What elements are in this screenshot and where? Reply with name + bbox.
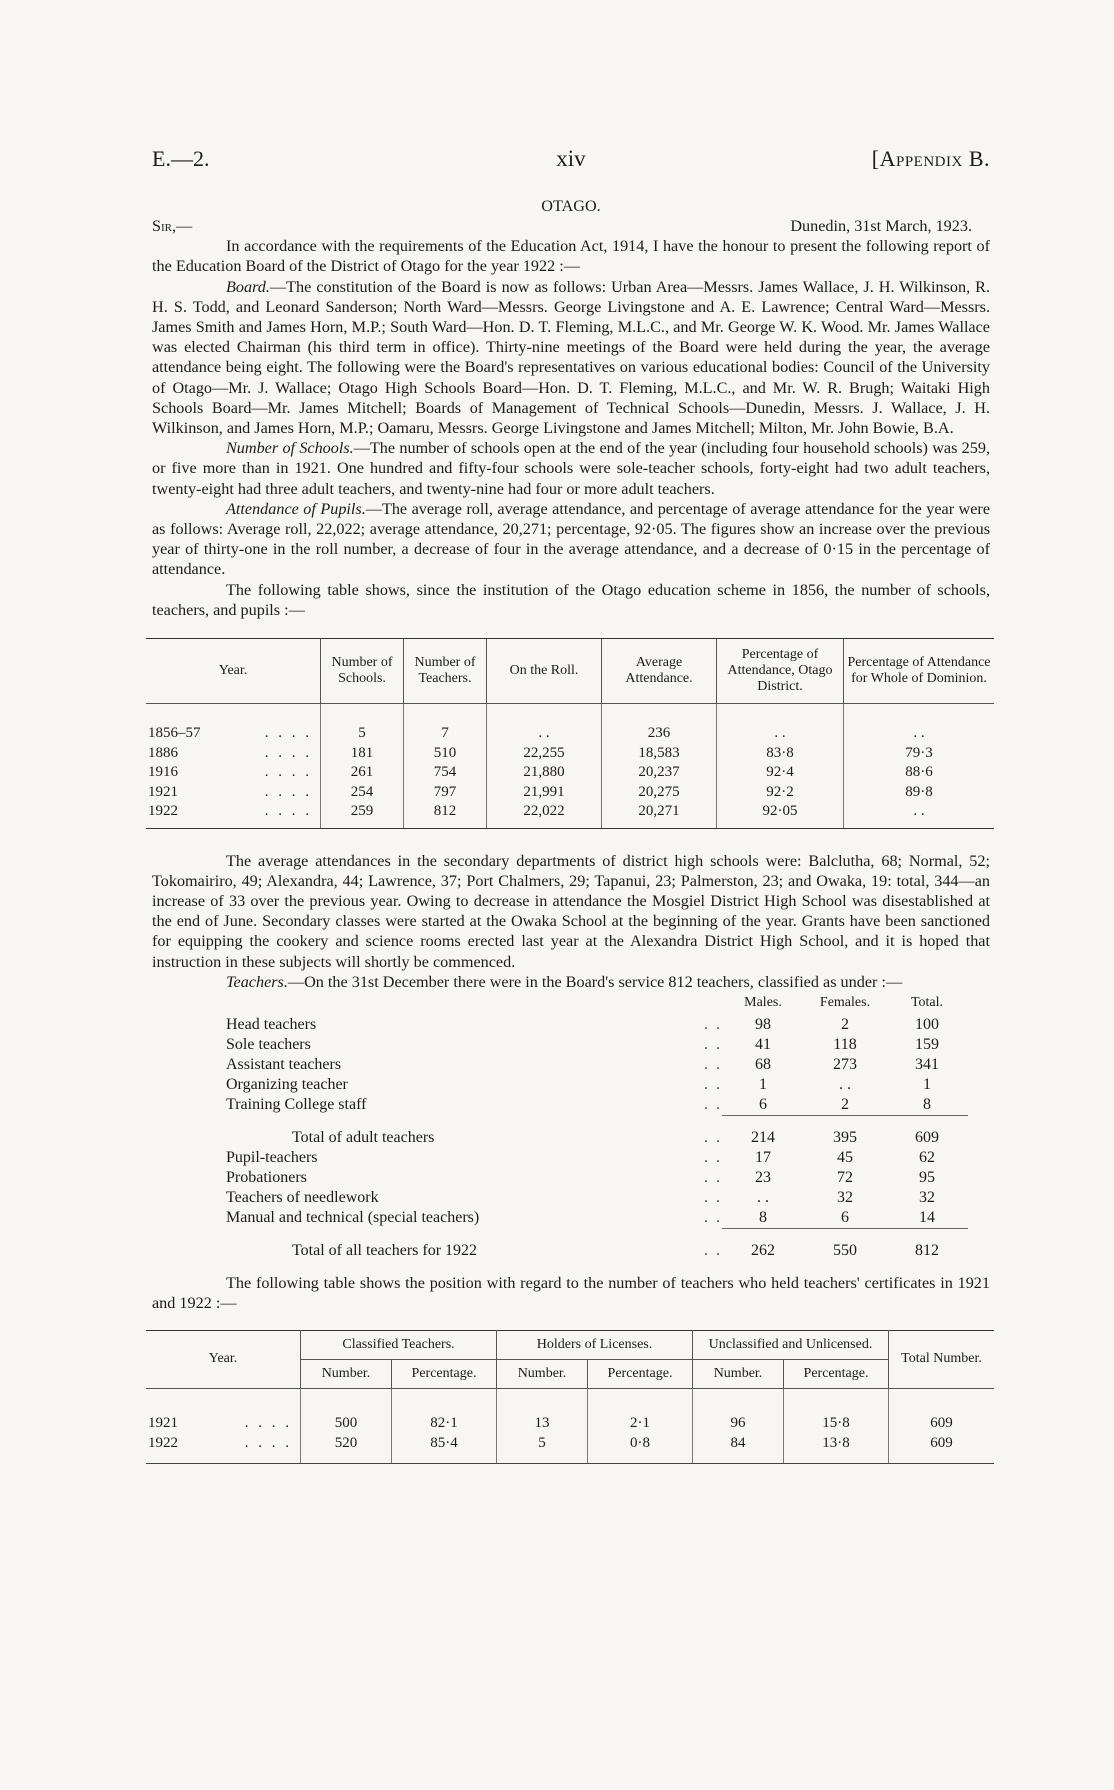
schools-text: —The number of schools open at the end of the year (including four household schools) was 259, or five more than in 1921. One hundred and fifty-four schools were sole-teacher schools, forty-eight had two adult teachers, twenty-eight had three adult teachers, and twenty-nine had four or more adult teachers. [152, 439, 990, 498]
col-attendance: Average Attendance. [602, 639, 717, 704]
total-row: Total of all teachers for 1922 . . 262 550 812 [292, 1242, 939, 1260]
teachers-classification-table [226, 992, 968, 1261]
subtotal-row: Total of adult teachers . . 214 395 609 [292, 1129, 939, 1147]
report-title: OTAGO. [541, 197, 601, 215]
teachers-heading: Teachers. [226, 972, 288, 991]
running-header [152, 146, 990, 176]
col-licenses: Holders of Licenses. [497, 1330, 693, 1359]
col-total-number: Total Number. [889, 1330, 995, 1388]
table1-intro: The following table shows, since the institution of the Otago education scheme in 1856, the number of schools, teachers, and pupils :— [152, 580, 990, 619]
col-classified: Classified Teachers. [301, 1330, 497, 1359]
board-text: —The constitution of the Board is now as follows: Urban Area—Messrs. James Wallace, J. H. Wilkinson, R. H. S. Todd, and Leonard Sanderson; North Ward—Messrs. George Livingstone and A. E. Lawrence; Central Ward—Messrs. James Smith and James Horn, M.P.; South Ward—Hon. D. T. Fleming, M.L.C., and Mr. George W. K. Wood. Mr. James Wallace was elected Chairman (his third term in office). Thirty-nine meetings of the Board were held during the year, the average attendance being eight. The following were the Board's representatives on various educational bodies: Council of the University of Otago—Mr. J. Wallace; Otago High Schools Board—Hon. D. T. Fleming, M.L.C., and Mr. W. R. Brugh; Waitaki High Schools Board—Mr. James Mitchell; Boards of Management of Technical Schools—Dunedin, Messrs. J. Wallace, J. H. Wilkinson, and James Horn, M.P.; Oamaru, Messrs. George Livingstone and James Mitchell; Milton, Mr. John Bowie, B.A. [152, 277, 990, 438]
dateline: Dunedin, 31st March, 1923. [790, 217, 972, 236]
table-row: 1886 . . . . 181 510 22,255 18,583 83·8 79·3 [146, 744, 994, 764]
table-row: 1922 . . . . 520 85·4 5 0·8 84 13·8 609 [146, 1433, 994, 1453]
teachers-paragraph [152, 972, 990, 992]
col-year: Year. [146, 1330, 301, 1388]
attendance-text: —The average roll, average attendance, and percentage of average attendance for the year were as follows: Average roll, 22,022; average attendance, 20,271; percentage, 92·05. The figures show an increase over the previous year of thirty-one in the roll number, a decrease of four in the average attendance, and a decrease of 0·15 in the percentage of attendance. [152, 499, 991, 579]
table-row: 1921 . . . . 500 82·1 13 2·1 96 15·8 609 [146, 1413, 994, 1433]
secondary-paragraph: The average attendances in the secondary departments of district high schools were: Balclutha, 68; Normal, 52; Tokomairiro, 49; Alexandra, 44; Lawrence, 37; Port Chalmers, 29; Tapanui, 23; Palmerston, 23; and Owaka, 19: total, 344—an increase of 33 over the previous year. Owing to decrease in attendance the Mosgiel District High School was disestablished at the end of June. Secondary classes were started at the Owaka School at the beginning of the year. Grants have been sanctioned for equipping the cookery and science rooms erected last year at the Alexandra District High School, and it is hoped that instruction in these subjects will shortly be commenced. [152, 851, 990, 971]
col-roll: On the Roll. [487, 639, 602, 704]
table-row: Organizing teacher . . 1 . . 1 [226, 1076, 931, 1094]
schools-heading: Number of Schools. [226, 439, 354, 458]
table-row: Head teachers . . 98 2 100 [226, 1016, 939, 1034]
attendance-paragraph [152, 499, 990, 580]
col-males: Males. [744, 994, 782, 1010]
col-schools: Number of Schools. [321, 639, 404, 704]
salutation-line [152, 216, 990, 236]
col-total: Total. [910, 994, 944, 1010]
table-row: Teachers of needlework . . . . 32 32 [226, 1189, 935, 1207]
table-row: Manual and technical (special teachers) . . 8 6 14 [226, 1209, 935, 1227]
col-teachers: Number of Teachers. [404, 639, 487, 704]
page-number: xiv [556, 146, 586, 171]
board-heading: Board. [226, 277, 270, 296]
table-row: 1916 . . . . 261 754 21,880 20,237 92·4 88·6 [146, 763, 994, 783]
board-paragraph [152, 277, 990, 439]
certificates-table: Year. Classified Teachers. Holders of Licenses. Unclassified and Unlicensed. Total Number. Number. Percentage. Number. Percentage. Number. Percentage. 1921 . . . . 500 82·1 13 2·1 96 15·8 609 1922 . . . . 520 85·4 5 0·8 84 13·8 609 [146, 1330, 994, 1464]
table-row: Probationers . . 23 72 95 [226, 1169, 935, 1187]
table-row: 1856–57 . . . . 5 7 . . 236 . . . . [146, 724, 994, 744]
schools-teachers-pupils-table [146, 638, 994, 829]
table-row: 1922 . . . . 259 812 22,022 20,271 92·05 . . [146, 802, 994, 822]
table-row: 1921 . . . . 254 797 21,991 20,275 92·2 89·8 [146, 783, 994, 803]
attendance-heading: Attendance of Pupils. [226, 499, 366, 518]
col-unclassified: Unclassified and Unlicensed. [693, 1330, 889, 1359]
table2-intro: The following table shows the position with regard to the number of teachers who held teachers' certificates in 1921 and 1922 :— [152, 1274, 990, 1313]
teachers-text: —On the 31st December there were in the Board's service 812 teachers, classified as under :— [287, 972, 903, 991]
col-females: Females. [819, 994, 871, 1010]
table-row: Assistant teachers . . 68 273 341 [226, 1056, 939, 1074]
table-row: Sole teachers . . 41 118 159 [226, 1036, 939, 1054]
report-body [148, 196, 991, 1464]
col-year: Year. [146, 639, 321, 704]
salutation: Sir,— [152, 217, 193, 236]
header-left: E.—2. [152, 146, 210, 171]
col-pct-dominion: Percentage of Attendance for Whole of Dominion. [844, 639, 995, 704]
intro-paragraph: In accordance with the requirements of the Education Act, 1914, I have the honour to present the following report of the Education Board of the District of Otago for the year 1922 :— [152, 237, 990, 276]
table-row: Training College staff . . 6 2 8 [226, 1096, 931, 1114]
table-row: Pupil-teachers . . 17 45 62 [226, 1149, 935, 1167]
col-pct-otago: Percentage of Attendance, Otago District. [717, 639, 844, 704]
header-right: [Appendix B. [871, 146, 990, 171]
schools-paragraph [152, 438, 990, 499]
